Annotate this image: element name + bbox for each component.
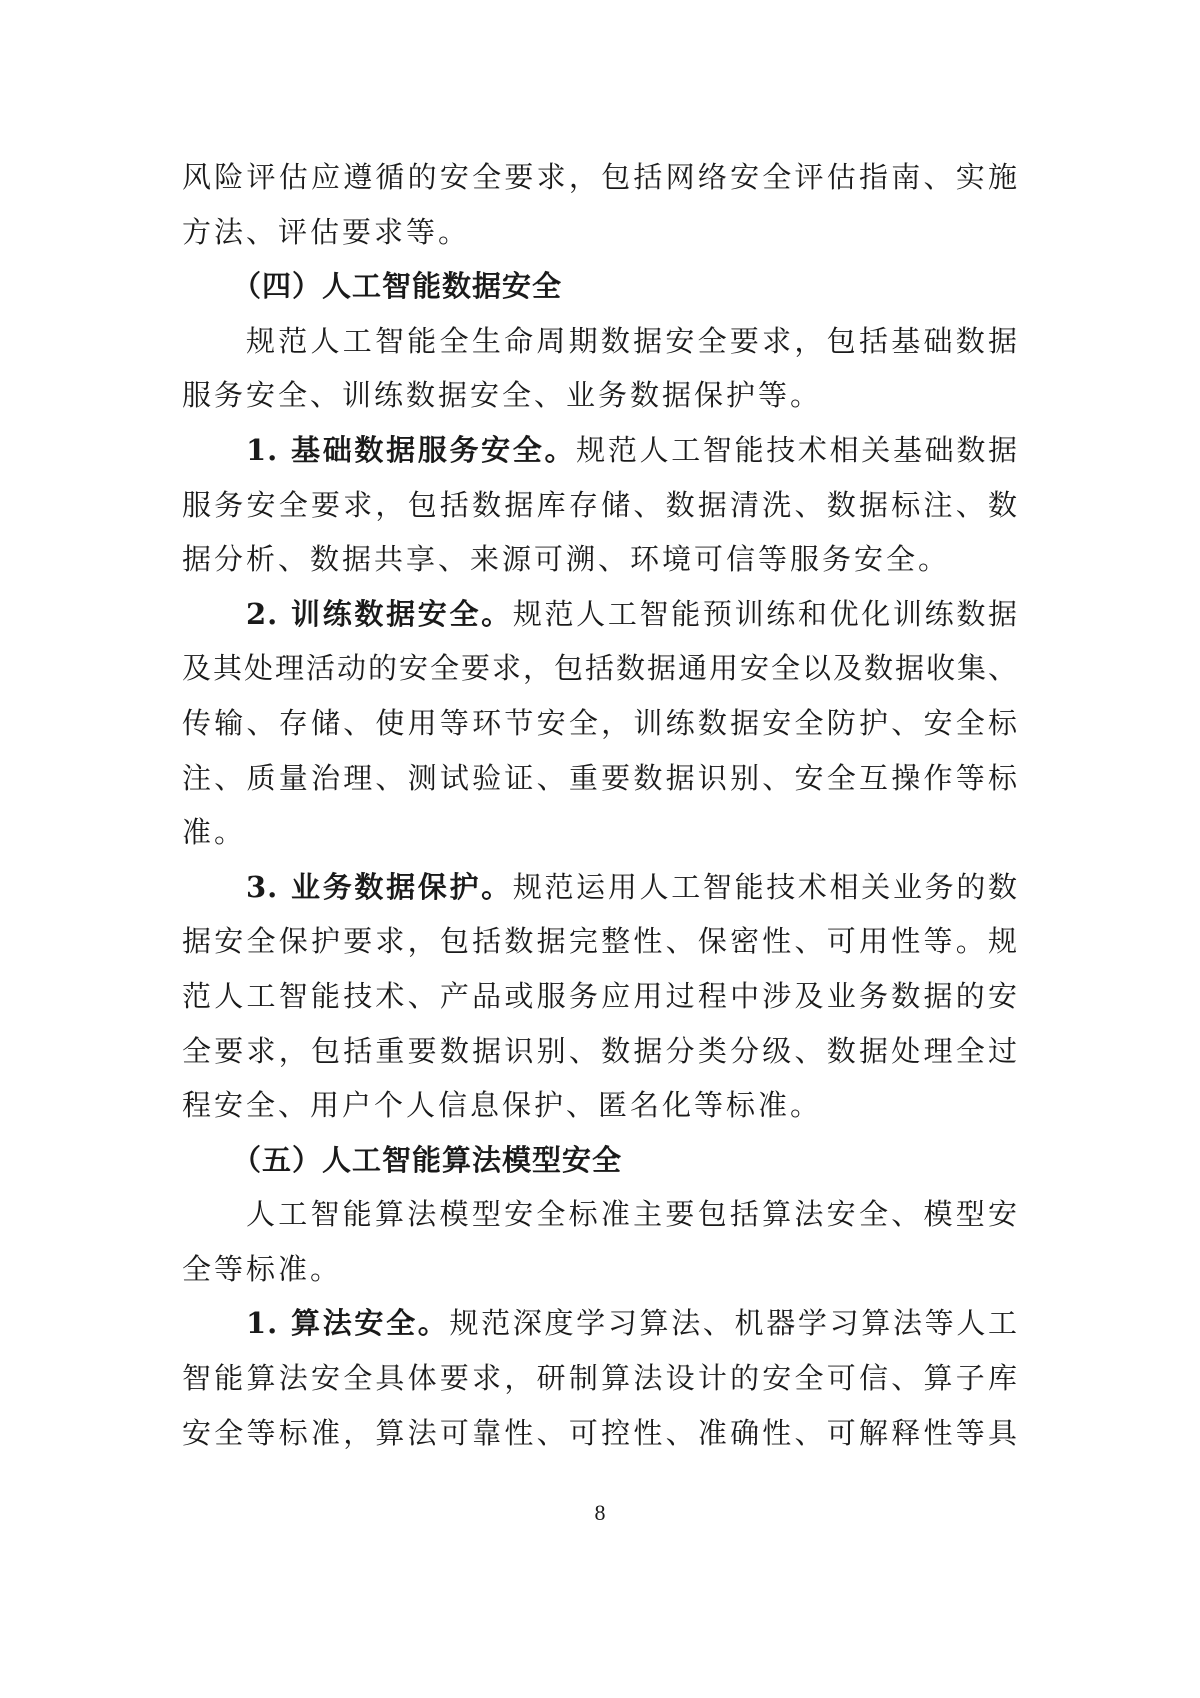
text-line <box>182 1296 1018 1351</box>
item-text: 规范深度学习算法、机器学习算法等人工 <box>449 1306 1018 1341</box>
section-heading: （五）人工智能算法模型安全 <box>232 1142 623 1177</box>
text-line: 规范人工智能全生命周期数据安全要求，包括基础数据 <box>246 323 1018 358</box>
text-line <box>182 860 1018 915</box>
text-line: 全要求，包括重要数据识别、数据分类分级、数据处理全过 <box>182 1033 1018 1068</box>
item-text: 规范人工智能技术相关基础数据 <box>576 432 1018 467</box>
item-title: 2. 训练数据安全。 <box>246 596 513 631</box>
item-title: 1. 算法安全。 <box>246 1306 450 1341</box>
item-title: 3. 业务数据保护。 <box>246 869 513 904</box>
page-number: 8 <box>594 1500 606 1525</box>
section-heading: （四）人工智能数据安全 <box>232 269 563 304</box>
text-line: 准。 <box>182 815 247 850</box>
text-line: 传输、存储、使用等环节安全，训练数据安全防护、安全标 <box>182 705 1018 740</box>
text-line <box>182 423 1018 478</box>
item-text: 规范运用人工智能技术相关业务的数 <box>512 869 1018 904</box>
text-line: 及其处理活动的安全要求，包括数据通用安全以及数据收集、 <box>182 651 1018 686</box>
text-line: 范人工智能技术、产品或服务应用过程中涉及业务数据的安 <box>182 978 1018 1013</box>
text-line: 注、质量治理、测试验证、重要数据识别、安全互操作等标 <box>182 760 1018 795</box>
text-line: 服务安全要求，包括数据库存储、数据清洗、数据标注、数 <box>182 487 1018 522</box>
text-line <box>182 587 1018 642</box>
text-line: 方法、评估要求等。 <box>182 214 471 249</box>
text-line: 据安全保护要求，包括数据完整性、保密性、可用性等。规 <box>182 924 1018 959</box>
item-title: 1. 基础数据服务安全。 <box>246 432 577 467</box>
text-line: 程安全、用户个人信息保护、匿名化等标准。 <box>182 1088 823 1123</box>
text-line: 智能算法安全具体要求，研制算法设计的安全可信、算子库 <box>182 1361 1018 1396</box>
document-body <box>182 150 1018 1460</box>
text-line: 据分析、数据共享、来源可溯、环境可信等服务安全。 <box>182 542 951 577</box>
text-line: 服务安全、训练数据安全、业务数据保护等。 <box>182 378 823 413</box>
text-line: 全等标准。 <box>182 1251 343 1286</box>
item-text: 规范人工智能预训练和优化训练数据 <box>512 596 1018 631</box>
text-line: 人工智能算法模型安全标准主要包括算法安全、模型安 <box>246 1197 1018 1232</box>
text-line: 风险评估应遵循的安全要求，包括网络安全评估指南、实施 <box>182 160 1018 194</box>
text-line: 安全等标准，算法可靠性、可控性、准确性、可解释性等具 <box>182 1415 1018 1450</box>
